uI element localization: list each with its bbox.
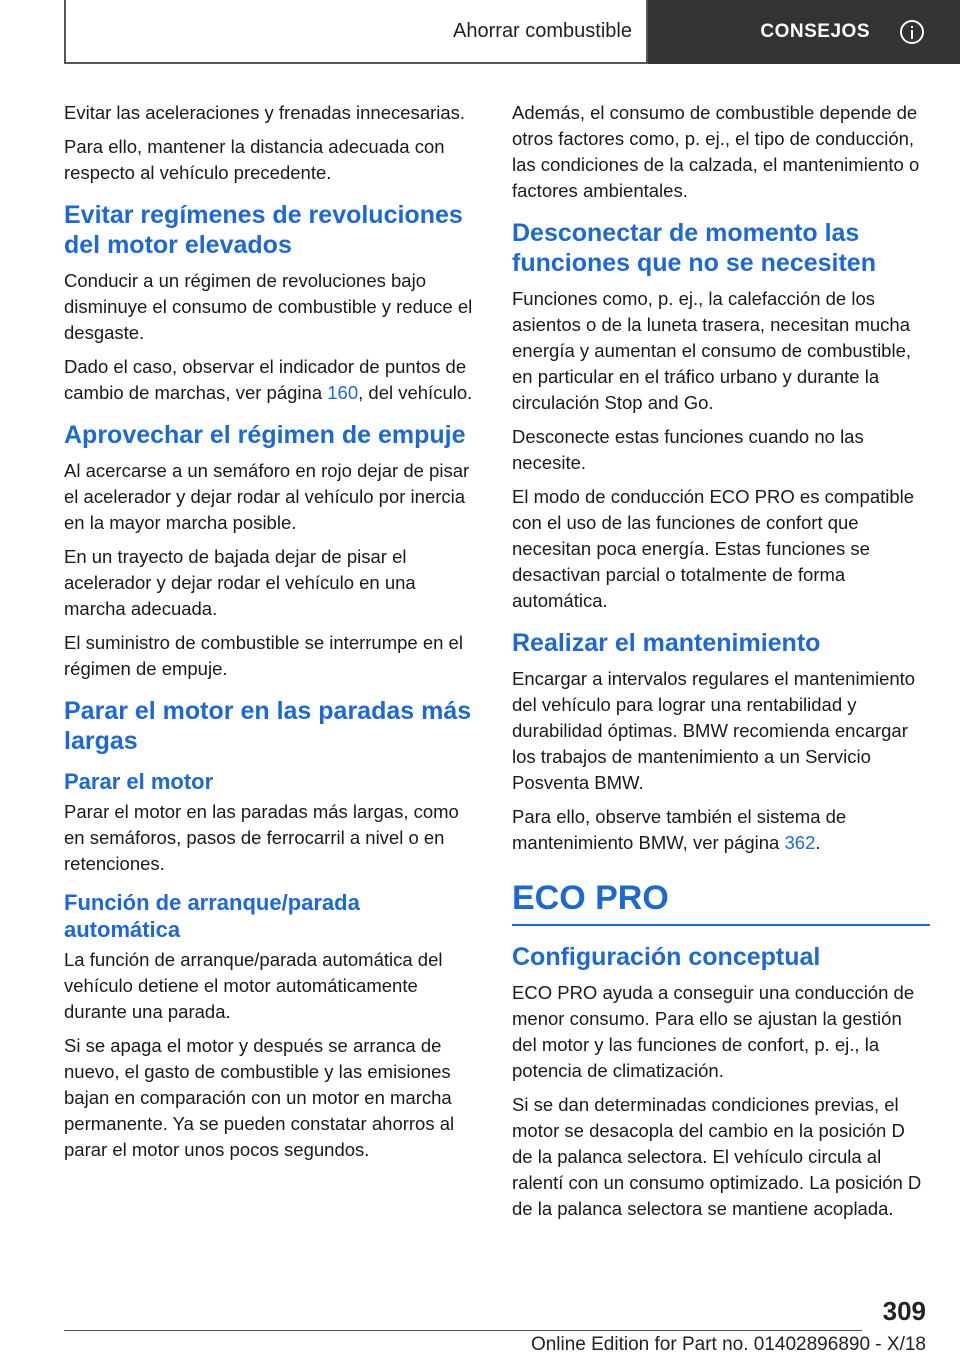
paragraph: Conducir a un régimen de revoluciones bajo disminuye el consumo de combustible y reduce el desgaste. — [64, 270, 473, 343]
paragraph: La función de arranque/parada automática del vehículo detiene el motor automáticamente durante una parada. — [64, 949, 443, 1022]
paragraph: El suministro de combustible se interrumpe en el régimen de empuje. — [64, 632, 463, 679]
heading-configuracion: Configuración conceptual — [512, 943, 821, 971]
subheading-funcion-arranque: Función de arranque/parada automática — [64, 890, 360, 942]
paragraph: ECO PRO ayuda a conseguir una conducción de menor consumo. Para ello se ajustan la gestión del motor y las funciones de confort, p. ej., la potencia de climatización. — [512, 982, 915, 1081]
chapter-tab[interactable] — [648, 0, 960, 64]
heading-empuje: Aprovechar el régimen de empuje — [64, 421, 466, 449]
footer-divider — [64, 1330, 862, 1331]
heading-mantenimiento: Realizar el mantenimiento — [512, 629, 821, 657]
paragraph: Parar el motor en las paradas más largas, como en semáforos, pasos de ferrocarril a nivel o en retenciones. — [64, 801, 459, 874]
paragraph: Funciones como, p. ej., la calefacción de los asientos o de la luneta trasera, necesitan mucha energía y aumentan el consumo de combustible, en particular en el tráfico urbano y durante la circulación Stop and Go. — [512, 288, 912, 413]
chapter-title: CONSEJOS — [760, 21, 870, 42]
page-link-160[interactable]: 160 — [327, 382, 359, 403]
paragraph: Desconecte estas funciones cuando no las necesite. — [512, 426, 864, 473]
paragraph: Dado el caso, observar el indicador de puntos de cambio de marchas, ver página 160, del vehículo. — [64, 356, 473, 403]
paragraph: Si se apaga el motor y después se arranca de nuevo, el gasto de combustible y las emisiones bajan en comparación con un motor en marcha permanente. Ya se pueden constatar ahorros al parar el motor unos pocos segundos. — [64, 1035, 455, 1160]
paragraph: Para ello, mantener la distancia adecuada con respecto al vehículo precedente. — [64, 136, 445, 183]
heading-eco-pro: ECO PRO — [512, 876, 930, 926]
paragraph: El modo de conducción ECO PRO es compatible con el uso de las funciones de confort que necesitan poca energía. Estas funciones se desactivan parcial o totalmente de forma automática. — [512, 486, 915, 611]
section-title: Ahorrar combustible — [64, 0, 648, 64]
page-link-362[interactable]: 362 — [784, 832, 816, 853]
left-column — [64, 100, 482, 1171]
subheading-parar-motor: Parar el motor — [64, 769, 214, 794]
paragraph: Evitar las aceleraciones y frenadas innecesarias. — [64, 102, 466, 123]
page-header — [64, 0, 960, 64]
info-icon — [900, 20, 924, 44]
paragraph: Para ello, observe también el sistema de mantenimiento BMW, ver página 362. — [512, 806, 847, 853]
paragraph: Encargar a intervalos regulares el mantenimiento del vehículo para lograr una rentabilidad y durabilidad óptimas. BMW recomienda encargar los trabajos de mantenimiento a un Servicio Posventa BMW. — [512, 668, 916, 793]
heading-revoluciones: Evitar regímenes de revoluciones del motor elevados — [64, 201, 463, 259]
heading-desconectar: Desconectar de momento las funciones que no se necesiten — [512, 219, 876, 277]
right-column — [512, 100, 930, 1230]
paragraph: En un trayecto de bajada dejar de pisar el acelerador y dejar rodar el vehículo en una marcha adecuada. — [64, 546, 416, 619]
paragraph: Al acercarse a un semáforo en rojo dejar de pisar el acelerador y dejar rodar al vehículo por inercia en la mayor marcha posible. — [64, 460, 470, 533]
heading-parar: Parar el motor en las paradas más largas — [64, 697, 472, 755]
paragraph: Si se dan determinadas condiciones previas, el motor se desacopla del cambio en la posición D de la palanca selectora. El vehículo circula al ralentí con un consumo optimizado. La posición D de la palanca selectora se mantiene acoplada. — [512, 1094, 922, 1219]
page-number: 309 — [882, 1296, 926, 1326]
footer-edition: Online Edition for Part no. 01402896890 - X/18 — [530, 1334, 926, 1355]
paragraph: Además, el consumo de combustible depende de otros factores como, p. ej., el tipo de conducción, las condiciones de la calzada, el mantenimiento o factores ambientales. — [512, 102, 920, 201]
